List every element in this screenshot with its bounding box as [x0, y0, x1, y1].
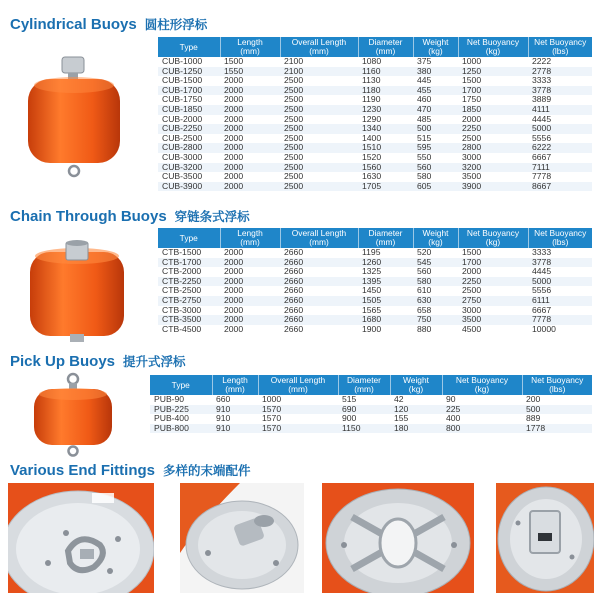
title-cn: 提升式浮标 [123, 354, 186, 369]
section-title-end-fittings [10, 461, 251, 479]
table-cell: 2000 [224, 113, 244, 124]
table-cell: 2660 [280, 258, 358, 268]
table-cell: 1505 [358, 296, 413, 306]
col-overall-length: Overall Length (mm) [280, 37, 358, 57]
table-cell: CUB-2000 [162, 113, 203, 124]
table-cell: 1500 [224, 56, 244, 66]
table-cell: CTB-2000 [162, 266, 202, 277]
table-cell: 515 [417, 132, 432, 143]
table-cell: 900 [342, 413, 357, 424]
table-cell: 1750 [462, 94, 482, 105]
table-cell: 1510 [358, 143, 413, 153]
table-cell: 5000 [528, 277, 592, 287]
table-cell: 1570 [262, 413, 282, 424]
table-cell: 2500 [284, 113, 304, 124]
table-cell: CUB-2800 [158, 143, 220, 153]
table-cell: 2000 [224, 94, 244, 105]
table-cell: 1250 [458, 67, 528, 77]
table-cell: 4445 [532, 113, 552, 124]
table-cell: 6222 [528, 143, 592, 153]
table-cell: 460 [417, 94, 432, 105]
table-cell: 2000 [220, 296, 280, 306]
table-cell: 595 [413, 143, 458, 153]
col-net-buoyancy-kg: Net Buoyancy (kg) [458, 228, 528, 248]
col-net-buoyancy-lbs: Net Buoyancy (lbs) [528, 228, 592, 248]
table-cell: 2500 [280, 124, 358, 134]
col-net-buoyancy-kg: Net Buoyancy (kg) [458, 37, 528, 57]
table-cell: 660 [216, 394, 231, 404]
table-cell: 2000 [224, 171, 244, 182]
pick-up-spec-table [150, 375, 592, 433]
table-cell: 2250 [458, 277, 528, 287]
table-cell: 6667 [532, 151, 552, 162]
table-cell: 2500 [462, 132, 482, 143]
table-cell: CUB-1750 [162, 94, 203, 105]
table-cell: 1705 [358, 182, 413, 192]
table-cell: 1570 [258, 405, 338, 415]
cylindrical-spec-table [158, 37, 592, 191]
title-en: Various End Fittings [10, 462, 156, 479]
title-cn: 圆柱形浮标 [144, 17, 208, 32]
title-en: Pick Up Buoys [10, 353, 116, 370]
table-cell: CTB-2750 [158, 296, 220, 306]
table-cell: 2000 [224, 247, 244, 257]
table-cell: 2000 [462, 266, 482, 277]
table-cell: 1290 [362, 113, 382, 124]
table-cell: 1150 [338, 424, 390, 434]
table-cell: PUB-400 [154, 413, 189, 424]
table-cell: PUB-800 [150, 424, 212, 434]
col-diameter: Diameter (mm) [358, 228, 413, 248]
end-fitting-photo-2 [180, 483, 304, 593]
table-cell: 910 [216, 413, 231, 424]
table-cell: 2660 [284, 266, 304, 277]
table-cell: 2660 [280, 315, 358, 325]
table-cell: 2222 [532, 56, 552, 66]
table-cell: 3500 [458, 315, 528, 325]
table-cell: 1260 [358, 258, 413, 268]
end-fitting-photo-4 [496, 483, 594, 593]
col-diameter: Diameter (mm) [338, 375, 390, 395]
table-cell: 2000 [224, 304, 244, 315]
table-header-row [158, 228, 592, 248]
table-cell: 2000 [220, 143, 280, 153]
table-cell: 1450 [362, 285, 382, 296]
table-cell: 889 [526, 413, 541, 424]
table-cell: 1000 [462, 56, 482, 66]
table-cell: 3000 [462, 304, 482, 315]
table-cell: CTB-1700 [158, 258, 220, 268]
table-cell: 2750 [458, 296, 528, 306]
table-cell: 2660 [280, 277, 358, 287]
table-cell: 1565 [362, 304, 382, 315]
table-cell: 2500 [284, 171, 304, 182]
table-cell: PUB-225 [150, 405, 212, 415]
col-type: Type [158, 228, 220, 248]
table-cell: 2000 [220, 124, 280, 134]
table-cell: CTB-3500 [158, 315, 220, 325]
table-cell: 2000 [220, 258, 280, 268]
table-cell: 1500 [462, 247, 482, 257]
table-cell: 10000 [532, 323, 556, 334]
table-cell: CTB-2500 [162, 285, 202, 296]
table-cell: 1550 [220, 67, 280, 77]
table-row [158, 182, 592, 192]
table-cell: 3000 [462, 151, 482, 162]
table-cell: 1180 [358, 86, 413, 96]
table-cell: 1778 [522, 424, 592, 434]
table-cell: 42 [394, 394, 404, 404]
table-cell: 3333 [532, 247, 552, 257]
table-cell: 545 [413, 258, 458, 268]
table-cell: 400 [446, 413, 461, 424]
table-cell: 2000 [224, 75, 244, 86]
table-cell: 2000 [224, 266, 244, 277]
chain-through-spec-table [158, 228, 592, 334]
table-cell: 1570 [258, 424, 338, 434]
table-cell: 880 [417, 323, 432, 334]
table-cell: 2500 [462, 285, 482, 296]
col-overall-length: Overall Length (mm) [280, 228, 358, 248]
table-cell: 1560 [358, 163, 413, 173]
section-title-cylindrical [10, 15, 207, 33]
table-cell: 155 [394, 413, 409, 424]
end-fitting-photo-1 [8, 483, 154, 593]
table-cell: 2000 [220, 315, 280, 325]
col-net-buoyancy-lbs: Net Buoyancy (lbs) [528, 37, 592, 57]
table-cell: CUB-1700 [158, 86, 220, 96]
table-cell: 2000 [220, 182, 280, 192]
table-cell: 380 [413, 67, 458, 77]
table-cell: CUB-3200 [158, 163, 220, 173]
table-row [158, 325, 592, 335]
table-cell: 1080 [362, 56, 382, 66]
table-cell: 1680 [358, 315, 413, 325]
col-net-buoyancy-lbs: Net Buoyancy (lbs) [522, 375, 592, 395]
table-cell: 580 [417, 171, 432, 182]
table-cell: 1130 [362, 75, 381, 86]
col-length: Length (mm) [220, 37, 280, 57]
table-cell: 120 [390, 405, 442, 415]
table-cell: 1195 [362, 247, 381, 257]
table-cell: 3778 [528, 86, 592, 96]
table-cell: CUB-1850 [158, 105, 220, 115]
table-cell: 2250 [458, 124, 528, 134]
table-cell: 2500 [280, 143, 358, 153]
table-cell: 1190 [362, 94, 381, 105]
col-overall-length: Overall Length (mm) [258, 375, 338, 395]
table-cell: 610 [417, 285, 432, 296]
table-cell: 630 [413, 296, 458, 306]
table-cell: 1900 [362, 323, 382, 334]
col-weight: Weight (kg) [413, 37, 458, 57]
col-type: Type [150, 375, 212, 395]
table-cell: CTB-3000 [162, 304, 202, 315]
table-cell: 3500 [462, 171, 482, 182]
table-cell: 2660 [280, 296, 358, 306]
table-cell: 800 [442, 424, 522, 434]
table-cell: 2100 [280, 67, 358, 77]
table-cell: CUB-1500 [162, 75, 203, 86]
table-cell: CUB-1250 [158, 67, 220, 77]
table-cell: 3889 [532, 94, 552, 105]
table-cell: 2000 [220, 277, 280, 287]
table-cell: 180 [390, 424, 442, 434]
col-weight: Weight (kg) [413, 228, 458, 248]
table-header-row [150, 375, 592, 395]
table-cell: 2000 [220, 105, 280, 115]
table-cell: CUB-2500 [162, 132, 203, 143]
table-cell: 200 [526, 394, 541, 404]
col-length: Length (mm) [220, 228, 280, 248]
cylindrical-buoy-image [20, 55, 128, 180]
table-cell: 1395 [358, 277, 413, 287]
table-cell: 2660 [284, 247, 304, 257]
table-cell: 225 [442, 405, 522, 415]
table-cell: 500 [522, 405, 592, 415]
col-length: Length (mm) [212, 375, 258, 395]
table-cell: 2500 [284, 94, 304, 105]
section-title-chain-through [10, 207, 250, 225]
pick-up-buoy-image [28, 372, 118, 458]
table-cell: 4445 [532, 266, 552, 277]
table-cell: 5000 [528, 124, 592, 134]
table-cell: 2000 [224, 132, 244, 143]
end-fitting-photo-3 [322, 483, 474, 593]
table-cell: CUB-3000 [162, 151, 203, 162]
table-cell: 455 [413, 86, 458, 96]
table-cell: 2500 [284, 132, 304, 143]
title-en: Chain Through Buoys [10, 208, 167, 225]
table-cell: 750 [413, 315, 458, 325]
table-cell: 1700 [458, 258, 528, 268]
table-cell: 658 [417, 304, 432, 315]
col-net-buoyancy-kg: Net Buoyancy (kg) [442, 375, 522, 395]
chain-through-buoy-image [24, 238, 130, 346]
table-cell: 3200 [458, 163, 528, 173]
table-cell: 485 [417, 113, 432, 124]
table-cell: 2500 [280, 105, 358, 115]
table-cell: 2660 [284, 285, 304, 296]
table-cell: 2000 [224, 323, 244, 334]
title-cn: 穿链条式浮标 [174, 209, 250, 224]
table-cell: 1230 [358, 105, 413, 115]
table-cell: 8667 [528, 182, 592, 192]
table-cell: 470 [413, 105, 458, 115]
section-title-pick-up [10, 352, 186, 370]
title-cn: 多样的末端配件 [163, 463, 251, 478]
table-cell: 4111 [528, 105, 592, 115]
table-cell: 3333 [532, 75, 552, 86]
table-cell: 4500 [462, 323, 482, 334]
table-row [150, 424, 592, 434]
table-cell: 2500 [280, 182, 358, 192]
col-type: Type [158, 37, 220, 57]
table-header-row [158, 37, 592, 57]
col-diameter: Diameter (mm) [358, 37, 413, 57]
table-cell: 1000 [262, 394, 282, 404]
table-cell: CUB-3900 [158, 182, 220, 192]
table-cell: 2000 [462, 113, 482, 124]
table-cell: 2100 [284, 56, 304, 66]
title-en: Cylindrical Buoys [10, 16, 137, 33]
table-cell: 2500 [280, 163, 358, 173]
table-cell: 90 [446, 394, 456, 404]
table-cell: 445 [417, 75, 432, 86]
table-cell: CUB-1000 [162, 56, 203, 66]
table-cell: PUB-90 [154, 394, 185, 404]
table-cell: 1340 [358, 124, 413, 134]
table-cell: 2660 [284, 304, 304, 315]
table-cell: 1325 [362, 266, 382, 277]
table-cell: 1700 [458, 86, 528, 96]
table-cell: 910 [212, 424, 258, 434]
table-cell: 500 [413, 124, 458, 134]
table-cell: 6111 [528, 296, 592, 306]
table-cell: CUB-2250 [158, 124, 220, 134]
table-cell: 605 [413, 182, 458, 192]
table-cell: 910 [212, 405, 258, 415]
table-cell: 1850 [458, 105, 528, 115]
table-cell: 2500 [280, 86, 358, 96]
table-cell: 375 [417, 56, 432, 66]
table-cell: 2660 [284, 323, 304, 334]
table-cell: 5556 [532, 132, 552, 143]
table-cell: 560 [417, 266, 432, 277]
table-cell: 3778 [528, 258, 592, 268]
table-cell: 1500 [462, 75, 482, 86]
table-cell: 515 [342, 394, 357, 404]
table-cell: 520 [417, 247, 432, 257]
table-cell: 1630 [362, 171, 382, 182]
table-cell: 1400 [362, 132, 382, 143]
table-cell: 2778 [528, 67, 592, 77]
table-cell: 7778 [528, 315, 592, 325]
table-cell: 2500 [284, 75, 304, 86]
table-cell: 2000 [224, 151, 244, 162]
table-cell: CTB-4500 [162, 323, 202, 334]
col-weight: Weight (kg) [390, 375, 442, 395]
table-cell: 5556 [532, 285, 552, 296]
table-cell: 560 [413, 163, 458, 173]
table-cell: 2500 [284, 151, 304, 162]
table-cell: 2800 [458, 143, 528, 153]
table-cell: 1160 [358, 67, 413, 77]
table-cell: CTB-1500 [162, 247, 202, 257]
table-cell: 6667 [532, 304, 552, 315]
table-cell: 2000 [220, 86, 280, 96]
table-cell: 2000 [224, 285, 244, 296]
table-cell: 580 [413, 277, 458, 287]
table-cell: 550 [417, 151, 432, 162]
table-cell: 2000 [220, 163, 280, 173]
table-cell: CTB-2250 [158, 277, 220, 287]
table-cell: 7111 [528, 163, 592, 173]
table-cell: CUB-3500 [162, 171, 203, 182]
table-cell: 690 [338, 405, 390, 415]
table-cell: 1520 [362, 151, 382, 162]
table-cell: 3900 [458, 182, 528, 192]
table-cell: 7778 [532, 171, 552, 182]
